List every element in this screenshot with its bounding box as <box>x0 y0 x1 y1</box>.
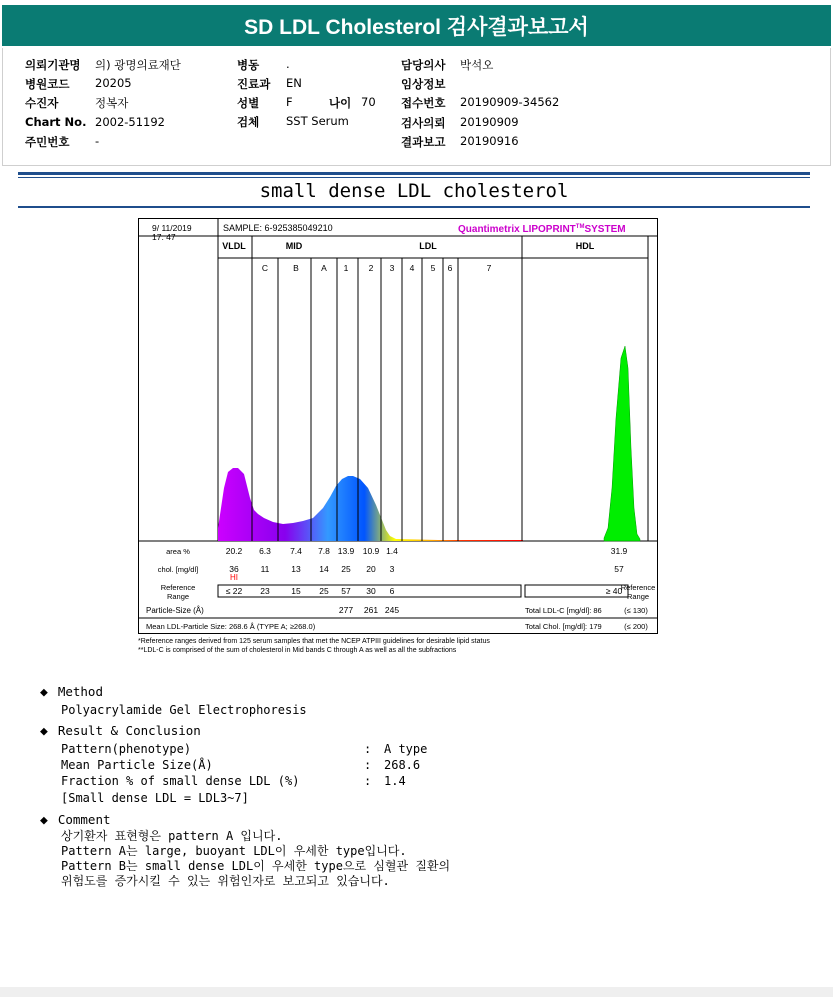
ref-value: 6 <box>389 586 395 596</box>
ref-value: 25 <box>319 586 329 596</box>
info-label: 주민번호 <box>25 135 70 149</box>
chol-value: 36 <box>229 564 239 574</box>
report-title-banner <box>2 5 831 46</box>
info-value: - <box>95 134 100 148</box>
brand-tm: TM <box>575 224 585 230</box>
brand-label: Quantimetrix LIPOPRINT <box>458 224 576 235</box>
section-title: small dense LDL cholesterol <box>259 180 569 202</box>
comment-title: Comment <box>57 812 111 827</box>
footnote: **LDL-C is comprised of the sum of cholesterol in Mid bands C through A as well as all the subfractions <box>138 647 457 654</box>
ref-label-right: Range <box>626 592 650 601</box>
result-colon: : <box>364 758 372 772</box>
ref-label-right: Reference <box>620 583 656 592</box>
result-value: 1.4 <box>384 774 406 788</box>
ref-value: 30 <box>366 586 376 596</box>
ref-value: ≤ 22 <box>225 586 243 596</box>
info-label: Chart No. <box>25 115 87 129</box>
diamond-bullet-icon: ◆ <box>40 813 48 828</box>
ref-label: Reference <box>160 583 196 592</box>
area-value: 13.9 <box>337 546 355 556</box>
comment-line: Pattern A는 large, buoyant LDL이 우세한 type입니다. <box>61 844 407 858</box>
area-value: 20.2 <box>225 546 243 556</box>
particle-size-label: Particle-Size (Å) <box>146 606 204 615</box>
chol-value: 13 <box>291 564 301 574</box>
band-label: 3 <box>389 263 395 273</box>
row-label-area: area % <box>166 547 190 556</box>
report-date: 9/ 11/2019 <box>152 223 192 233</box>
info-value: F <box>286 95 293 109</box>
total-ldl-label: Total LDL-C [mg/dl]: 86 <box>525 606 602 615</box>
info-value: 정복자 <box>95 96 129 110</box>
info-label: 임상정보 <box>401 77 446 91</box>
group-label-vldl: VLDL <box>222 241 246 251</box>
area-value: 1.4 <box>386 546 398 556</box>
result-heading <box>40 723 201 739</box>
ref-value: 23 <box>260 586 270 596</box>
band-label: A <box>321 263 327 273</box>
chol-value: 20 <box>366 564 376 574</box>
sample-id: SAMPLE: 6-925385049210 <box>223 223 333 233</box>
info-label: 담당의사 <box>401 58 446 72</box>
particle-size-value: 261 <box>363 605 379 615</box>
info-label: 접수번호 <box>401 96 446 110</box>
result-value: A type <box>384 742 428 756</box>
result-value: 268.6 <box>384 758 421 772</box>
comment-heading <box>40 812 111 828</box>
band-label: 4 <box>409 263 415 273</box>
result-colon: : <box>364 774 372 788</box>
particle-size-value: 245 <box>384 605 400 615</box>
divider <box>18 206 810 208</box>
band-label: B <box>293 263 299 273</box>
band-label: 7 <box>486 263 492 273</box>
info-label: 수진자 <box>25 96 59 110</box>
info-label: 결과보고 <box>401 135 446 149</box>
lipoprint-report <box>138 218 658 656</box>
method-text: Polyacrylamide Gel Electrophoresis <box>61 703 307 717</box>
band-label: 5 <box>430 263 436 273</box>
info-label: 성별 <box>237 96 260 110</box>
info-label: 나이 <box>329 96 352 110</box>
chol-value: 25 <box>341 564 351 574</box>
info-value: 20190909-34562 <box>460 95 560 109</box>
result-title: Result & Conclusion <box>57 723 201 738</box>
total-chol-label: Total Chol. [mg/dl]: 179 <box>525 622 602 631</box>
patient-info-panel <box>2 48 831 166</box>
report-time: 17: 47 <box>152 232 176 242</box>
mean-size-text: Mean LDL-Particle Size: 268.6 Å (TYPE A; ≥268.0) <box>146 622 316 631</box>
chol-value: 57 <box>614 564 624 574</box>
band-label: 1 <box>343 263 349 273</box>
comment-line: 위험도를 증가시킬 수 있는 위험인자로 보고되고 있습니다. <box>61 874 390 888</box>
footnote: *Reference ranges derived from 125 serum samples that met the NCEP ATPIII guidelines for desirable lipid status <box>138 638 490 645</box>
info-label: 병동 <box>237 58 260 72</box>
result-label: Fraction % of small dense LDL (%) <box>61 774 300 788</box>
info-value: 20205 <box>95 76 132 90</box>
area-value: 10.9 <box>362 546 380 556</box>
hi-flag: HI <box>230 573 238 582</box>
band-label: 2 <box>368 263 374 273</box>
info-label: 병원코드 <box>25 77 70 91</box>
info-label: 검체 <box>237 115 260 129</box>
info-value: 20190909 <box>460 115 519 129</box>
chol-value: 11 <box>260 564 270 574</box>
group-label-hdl: HDL <box>575 241 595 251</box>
comment-line: 상기환자 표현형은 pattern A 입니다. <box>61 829 283 843</box>
ref-value: 57 <box>341 586 351 596</box>
ref-value: ≥ 40 <box>605 586 623 596</box>
brand-name <box>458 224 626 235</box>
area-value: 7.8 <box>318 546 330 556</box>
info-value: 70 <box>361 95 376 109</box>
info-value: SST Serum <box>286 114 349 128</box>
total-chol-ref: (≤ 200) <box>624 622 648 631</box>
area-value: 7.4 <box>290 546 302 556</box>
divider <box>18 172 810 175</box>
result-label: Pattern(phenotype) <box>61 742 192 756</box>
ref-label: Range <box>166 592 190 601</box>
area-value: 6.3 <box>259 546 271 556</box>
page-footer-bar <box>0 987 833 997</box>
particle-size-value: 277 <box>338 605 354 615</box>
info-value: . <box>286 57 290 71</box>
result-label: Mean Particle Size(Å) <box>61 758 213 772</box>
comment-line: Pattern B는 small dense LDL이 우세한 type으로 심혈관 질환의 <box>61 859 451 873</box>
report-title: SD LDL Cholesterol 검사결과보고서 <box>244 15 589 39</box>
chol-value: 3 <box>389 564 395 574</box>
info-value: 의) 광명의료재단 <box>95 58 181 72</box>
info-label: 검사의뢰 <box>401 116 446 130</box>
row-label-chol: chol. [mg/dl] <box>157 565 199 574</box>
method-heading <box>40 684 103 700</box>
band-label: C <box>261 263 269 273</box>
info-label: 의뢰기관명 <box>25 58 81 72</box>
diamond-bullet-icon: ◆ <box>40 685 48 700</box>
result-colon: : <box>364 742 372 756</box>
group-label-ldl: LDL <box>419 241 437 251</box>
brand-suffix: SYSTEM <box>584 224 626 235</box>
info-value: EN <box>286 76 302 90</box>
info-value: 20190916 <box>460 134 519 148</box>
diamond-bullet-icon: ◆ <box>40 724 48 739</box>
report-frame <box>139 219 658 634</box>
total-ldl-ref: (≤ 130) <box>624 606 648 615</box>
info-label: 진료과 <box>237 77 271 91</box>
band-label: 6 <box>447 263 453 273</box>
divider <box>18 177 810 178</box>
info-value: 박석오 <box>460 58 494 72</box>
area-value: 31.9 <box>610 546 628 556</box>
result-note: [Small dense LDL = LDL3~7] <box>61 791 249 805</box>
info-value: 2002-51192 <box>95 115 165 129</box>
group-label-mid: MID <box>285 241 303 251</box>
method-title: Method <box>57 684 103 699</box>
chol-value: 14 <box>319 564 329 574</box>
ref-value: 15 <box>291 586 301 596</box>
